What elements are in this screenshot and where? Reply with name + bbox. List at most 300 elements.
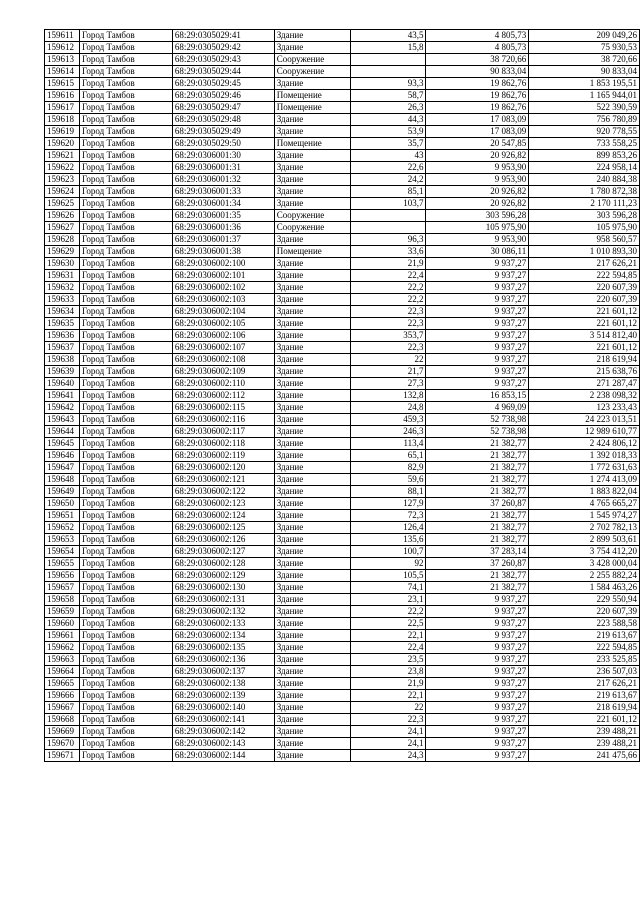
cell-area: 22,2: [350, 606, 426, 618]
cell-locality: Город Тамбов: [79, 186, 172, 198]
cell-record-number: 159640: [45, 378, 80, 390]
cell-area: 23,8: [350, 666, 426, 678]
table-row: [45, 570, 640, 582]
cell-record-number: 159644: [45, 426, 80, 438]
cell-object-type: Здание: [274, 546, 350, 558]
table-row: [45, 354, 640, 366]
cell-unit-value: 9 937,27: [426, 606, 529, 618]
cell-object-type: Здание: [274, 594, 350, 606]
cell-unit-value: 9 937,27: [426, 366, 529, 378]
cell-cadastral-value: 123 233,43: [529, 402, 640, 414]
cell-cadastral-value: 218 619,94: [529, 702, 640, 714]
cell-record-number: 159642: [45, 402, 80, 414]
cell-area: 93,3: [350, 78, 426, 90]
cell-unit-value: 37 260,87: [426, 558, 529, 570]
table-row: [45, 174, 640, 186]
cell-locality: Город Тамбов: [79, 606, 172, 618]
cell-cadastral-number: 68:29:0305029:42: [172, 42, 274, 54]
cell-cadastral-value: 239 488,21: [529, 726, 640, 738]
cell-record-number: 159635: [45, 318, 80, 330]
cell-record-number: 159615: [45, 78, 80, 90]
cell-area: 246,3: [350, 426, 426, 438]
cell-cadastral-number: 68:29:0306001:32: [172, 174, 274, 186]
cell-cadastral-value: 219 613,67: [529, 690, 640, 702]
cell-cadastral-number: 68:29:0306002:137: [172, 666, 274, 678]
cell-cadastral-number: 68:29:0306002:105: [172, 318, 274, 330]
cell-cadastral-number: 68:29:0306002:115: [172, 402, 274, 414]
cell-area: 24,2: [350, 174, 426, 186]
cell-cadastral-number: 68:29:0306002:125: [172, 522, 274, 534]
cell-unit-value: 21 382,77: [426, 438, 529, 450]
cell-unit-value: 38 720,66: [426, 54, 529, 66]
cell-unit-value: 9 953,90: [426, 162, 529, 174]
cell-record-number: 159633: [45, 294, 80, 306]
cell-cadastral-number: 68:29:0306002:106: [172, 330, 274, 342]
cell-area: 65,1: [350, 450, 426, 462]
cell-area: 22,6: [350, 162, 426, 174]
cell-area: 22: [350, 354, 426, 366]
cell-object-type: Здание: [274, 78, 350, 90]
cell-cadastral-number: 68:29:0306001:34: [172, 198, 274, 210]
table-row: [45, 726, 640, 738]
cell-cadastral-value: 75 930,53: [529, 42, 640, 54]
cell-object-type: Здание: [274, 666, 350, 678]
cell-area: 113,4: [350, 438, 426, 450]
cell-cadastral-value: 3 514 812,40: [529, 330, 640, 342]
cell-cadastral-value: 90 833,04: [529, 66, 640, 78]
table-row: [45, 582, 640, 594]
cell-unit-value: 9 937,27: [426, 270, 529, 282]
cell-area: 353,7: [350, 330, 426, 342]
cell-object-type: Здание: [274, 174, 350, 186]
cell-unit-value: 19 862,76: [426, 90, 529, 102]
table-row: [45, 594, 640, 606]
cell-unit-value: 17 083,09: [426, 114, 529, 126]
cell-area: [350, 222, 426, 234]
table-row: [45, 378, 640, 390]
cell-record-number: 159619: [45, 126, 80, 138]
cell-record-number: 159624: [45, 186, 80, 198]
cell-object-type: Здание: [274, 486, 350, 498]
cell-record-number: 159613: [45, 54, 80, 66]
cell-unit-value: 19 862,76: [426, 102, 529, 114]
cell-cadastral-value: 229 550,94: [529, 594, 640, 606]
cell-record-number: 159668: [45, 714, 80, 726]
cell-object-type: Здание: [274, 390, 350, 402]
cell-area: 23,1: [350, 594, 426, 606]
cell-cadastral-number: 68:29:0306002:102: [172, 282, 274, 294]
cell-area: [350, 66, 426, 78]
cell-area: 24,8: [350, 402, 426, 414]
cell-cadastral-value: 522 390,59: [529, 102, 640, 114]
table-row: [45, 90, 640, 102]
table-row: [45, 66, 640, 78]
cell-unit-value: 9 937,27: [426, 618, 529, 630]
cell-cadastral-value: 2 238 098,32: [529, 390, 640, 402]
table-row: [45, 222, 640, 234]
table-row: [45, 390, 640, 402]
cell-cadastral-value: 222 594,85: [529, 270, 640, 282]
cell-unit-value: 9 937,27: [426, 642, 529, 654]
cell-cadastral-number: 68:29:0306002:140: [172, 702, 274, 714]
cell-area: 100,7: [350, 546, 426, 558]
cell-cadastral-value: 220 607,39: [529, 606, 640, 618]
cell-locality: Город Тамбов: [79, 138, 172, 150]
cell-unit-value: 9 937,27: [426, 318, 529, 330]
cell-locality: Город Тамбов: [79, 258, 172, 270]
cell-area: 21,9: [350, 678, 426, 690]
cell-object-type: Здание: [274, 282, 350, 294]
cell-cadastral-value: 224 958,14: [529, 162, 640, 174]
cell-unit-value: 16 853,15: [426, 390, 529, 402]
cell-object-type: Здание: [274, 522, 350, 534]
cell-cadastral-value: 223 588,58: [529, 618, 640, 630]
cell-locality: Город Тамбов: [79, 666, 172, 678]
cell-cadastral-number: 68:29:0306001:33: [172, 186, 274, 198]
table-row: [45, 486, 640, 498]
cell-object-type: Здание: [274, 30, 350, 42]
cell-record-number: 159655: [45, 558, 80, 570]
cell-record-number: 159637: [45, 342, 80, 354]
cell-unit-value: 9 937,27: [426, 690, 529, 702]
cell-cadastral-value: 221 601,12: [529, 714, 640, 726]
table-row: [45, 534, 640, 546]
cell-unit-value: 21 382,77: [426, 522, 529, 534]
table-row: [45, 714, 640, 726]
cell-record-number: 159648: [45, 474, 80, 486]
cell-cadastral-value: 958 560,57: [529, 234, 640, 246]
cell-object-type: Здание: [274, 510, 350, 522]
cell-locality: Город Тамбов: [79, 246, 172, 258]
cell-object-type: Здание: [274, 642, 350, 654]
cell-cadastral-number: 68:29:0306002:127: [172, 546, 274, 558]
cell-cadastral-number: 68:29:0306002:112: [172, 390, 274, 402]
cell-record-number: 159616: [45, 90, 80, 102]
cell-cadastral-value: 1 392 018,33: [529, 450, 640, 462]
cell-unit-value: 9 937,27: [426, 330, 529, 342]
cell-locality: Город Тамбов: [79, 162, 172, 174]
cell-record-number: 159662: [45, 642, 80, 654]
cell-record-number: 159650: [45, 498, 80, 510]
table-row: [45, 666, 640, 678]
cell-locality: Город Тамбов: [79, 654, 172, 666]
cell-record-number: 159627: [45, 222, 80, 234]
cell-cadastral-number: 68:29:0306002:116: [172, 414, 274, 426]
cell-cadastral-number: 68:29:0306002:133: [172, 618, 274, 630]
cell-unit-value: 20 926,82: [426, 186, 529, 198]
cell-cadastral-number: 68:29:0306001:30: [172, 150, 274, 162]
cell-cadastral-number: 68:29:0305029:45: [172, 78, 274, 90]
table-row: [45, 450, 640, 462]
cell-object-type: Здание: [274, 474, 350, 486]
cell-unit-value: 90 833,04: [426, 66, 529, 78]
cell-locality: Город Тамбов: [79, 306, 172, 318]
cell-area: 22,3: [350, 306, 426, 318]
cell-unit-value: 9 937,27: [426, 354, 529, 366]
cell-object-type: Здание: [274, 198, 350, 210]
cell-unit-value: 9 937,27: [426, 678, 529, 690]
table-row: [45, 42, 640, 54]
cell-record-number: 159654: [45, 546, 80, 558]
cell-object-type: Помещение: [274, 138, 350, 150]
cell-unit-value: 21 382,77: [426, 534, 529, 546]
cell-cadastral-number: 68:29:0305029:50: [172, 138, 274, 150]
cell-unit-value: 30 086,11: [426, 246, 529, 258]
cell-cadastral-number: 68:29:0305029:47: [172, 102, 274, 114]
cell-cadastral-value: 1 883 822,04: [529, 486, 640, 498]
cell-record-number: 159665: [45, 678, 80, 690]
cell-unit-value: 9 937,27: [426, 726, 529, 738]
cell-object-type: Здание: [274, 42, 350, 54]
cell-cadastral-value: 1 584 463,26: [529, 582, 640, 594]
cell-record-number: 159649: [45, 486, 80, 498]
cell-object-type: Здание: [274, 618, 350, 630]
cell-unit-value: 9 937,27: [426, 714, 529, 726]
cell-object-type: Здание: [274, 306, 350, 318]
cell-record-number: 159667: [45, 702, 80, 714]
cell-unit-value: 20 926,82: [426, 198, 529, 210]
cell-cadastral-value: 1 853 195,51: [529, 78, 640, 90]
cell-locality: Город Тамбов: [79, 354, 172, 366]
cell-cadastral-number: 68:29:0306002:100: [172, 258, 274, 270]
cell-area: 35,7: [350, 138, 426, 150]
cell-cadastral-number: 68:29:0306002:141: [172, 714, 274, 726]
cell-area: [350, 54, 426, 66]
cell-locality: Город Тамбов: [79, 546, 172, 558]
cell-cadastral-number: 68:29:0306002:119: [172, 450, 274, 462]
cell-record-number: 159641: [45, 390, 80, 402]
cell-unit-value: 20 547,85: [426, 138, 529, 150]
cell-record-number: 159623: [45, 174, 80, 186]
cell-object-type: Здание: [274, 402, 350, 414]
cell-unit-value: 9 953,90: [426, 234, 529, 246]
cell-area: 22: [350, 702, 426, 714]
cell-area: [350, 210, 426, 222]
table-row: [45, 690, 640, 702]
cell-locality: Город Тамбов: [79, 570, 172, 582]
cell-locality: Город Тамбов: [79, 750, 172, 762]
cell-unit-value: 21 382,77: [426, 570, 529, 582]
cell-area: 126,4: [350, 522, 426, 534]
cell-cadastral-number: 68:29:0306002:142: [172, 726, 274, 738]
table-row: [45, 618, 640, 630]
cell-locality: Город Тамбов: [79, 90, 172, 102]
cell-cadastral-value: 215 638,76: [529, 366, 640, 378]
cell-object-type: Здание: [274, 438, 350, 450]
table-row: [45, 138, 640, 150]
cell-record-number: 159620: [45, 138, 80, 150]
cell-record-number: 159661: [45, 630, 80, 642]
cell-record-number: 159670: [45, 738, 80, 750]
cell-object-type: Здание: [274, 414, 350, 426]
cell-object-type: Здание: [274, 378, 350, 390]
cell-cadastral-number: 68:29:0305029:48: [172, 114, 274, 126]
cell-record-number: 159660: [45, 618, 80, 630]
cell-cadastral-value: 2 702 782,13: [529, 522, 640, 534]
cell-locality: Город Тамбов: [79, 690, 172, 702]
table-row: [45, 642, 640, 654]
cell-locality: Город Тамбов: [79, 30, 172, 42]
cell-record-number: 159669: [45, 726, 80, 738]
cell-record-number: 159632: [45, 282, 80, 294]
cell-record-number: 159666: [45, 690, 80, 702]
cell-unit-value: 37 283,14: [426, 546, 529, 558]
table-body: [45, 30, 640, 762]
cell-cadastral-number: 68:29:0306002:120: [172, 462, 274, 474]
cell-object-type: Здание: [274, 330, 350, 342]
cell-locality: Город Тамбов: [79, 198, 172, 210]
cell-unit-value: 9 937,27: [426, 738, 529, 750]
cell-cadastral-number: 68:29:0306002:134: [172, 630, 274, 642]
table-row: [45, 510, 640, 522]
cell-area: 74,1: [350, 582, 426, 594]
cell-area: 459,3: [350, 414, 426, 426]
cell-object-type: Здание: [274, 366, 350, 378]
cell-cadastral-value: 236 507,03: [529, 666, 640, 678]
cell-cadastral-value: 920 778,55: [529, 126, 640, 138]
cell-locality: Город Тамбов: [79, 450, 172, 462]
cell-cadastral-number: 68:29:0306002:143: [172, 738, 274, 750]
cell-object-type: Здание: [274, 162, 350, 174]
cell-object-type: Здание: [274, 570, 350, 582]
cell-cadastral-value: 105 975,90: [529, 222, 640, 234]
cell-object-type: Здание: [274, 714, 350, 726]
cell-cadastral-value: 756 780,89: [529, 114, 640, 126]
cell-locality: Город Тамбов: [79, 342, 172, 354]
cell-locality: Город Тамбов: [79, 438, 172, 450]
cell-area: 22,3: [350, 342, 426, 354]
cell-cadastral-number: 68:29:0306002:130: [172, 582, 274, 594]
table-row: [45, 114, 640, 126]
cell-cadastral-value: 239 488,21: [529, 738, 640, 750]
cell-object-type: Здание: [274, 462, 350, 474]
cell-locality: Город Тамбов: [79, 222, 172, 234]
cell-area: 135,6: [350, 534, 426, 546]
cell-cadastral-number: 68:29:0306002:117: [172, 426, 274, 438]
cell-unit-value: 9 937,27: [426, 378, 529, 390]
table-row: [45, 162, 640, 174]
cell-object-type: Сооружение: [274, 222, 350, 234]
table-row: [45, 342, 640, 354]
cell-cadastral-number: 68:29:0305029:41: [172, 30, 274, 42]
cell-unit-value: 21 382,77: [426, 462, 529, 474]
cell-unit-value: 9 937,27: [426, 666, 529, 678]
cell-area: 43,5: [350, 30, 426, 42]
cell-unit-value: 303 596,28: [426, 210, 529, 222]
cell-object-type: Здание: [274, 606, 350, 618]
cell-cadastral-number: 68:29:0306001:31: [172, 162, 274, 174]
cell-object-type: Здание: [274, 450, 350, 462]
cell-cadastral-number: 68:29:0306002:144: [172, 750, 274, 762]
cell-cadastral-number: 68:29:0306002:128: [172, 558, 274, 570]
cell-unit-value: 9 937,27: [426, 258, 529, 270]
cell-cadastral-number: 68:29:0306001:36: [172, 222, 274, 234]
table-row: [45, 654, 640, 666]
cell-object-type: Здание: [274, 702, 350, 714]
cell-object-type: Сооружение: [274, 54, 350, 66]
cell-area: 22,3: [350, 714, 426, 726]
cell-locality: Город Тамбов: [79, 102, 172, 114]
cell-record-number: 159645: [45, 438, 80, 450]
cell-cadastral-value: 220 607,39: [529, 282, 640, 294]
table-row: [45, 606, 640, 618]
cell-cadastral-value: 3 754 412,20: [529, 546, 640, 558]
cell-locality: Город Тамбов: [79, 330, 172, 342]
cell-object-type: Помещение: [274, 246, 350, 258]
cell-object-type: Здание: [274, 750, 350, 762]
cell-unit-value: 9 937,27: [426, 750, 529, 762]
cell-area: 15,8: [350, 42, 426, 54]
cell-locality: Город Тамбов: [79, 486, 172, 498]
table-row: [45, 282, 640, 294]
cell-area: 127,9: [350, 498, 426, 510]
table-row: [45, 426, 640, 438]
table-row: [45, 30, 640, 42]
cell-cadastral-value: 241 475,66: [529, 750, 640, 762]
cell-area: 22,3: [350, 318, 426, 330]
cell-area: 23,5: [350, 654, 426, 666]
cell-area: 22,2: [350, 294, 426, 306]
table-row: [45, 270, 640, 282]
cell-cadastral-number: 68:29:0305029:49: [172, 126, 274, 138]
cell-unit-value: 9 953,90: [426, 174, 529, 186]
cell-cadastral-number: 68:29:0306001:35: [172, 210, 274, 222]
cell-area: 85,1: [350, 186, 426, 198]
cell-locality: Город Тамбов: [79, 366, 172, 378]
cell-area: 22,1: [350, 630, 426, 642]
cell-locality: Город Тамбов: [79, 642, 172, 654]
cell-object-type: Здание: [274, 654, 350, 666]
cell-cadastral-value: 899 853,26: [529, 150, 640, 162]
cell-locality: Город Тамбов: [79, 402, 172, 414]
cell-object-type: Здание: [274, 582, 350, 594]
cell-cadastral-number: 68:29:0306002:118: [172, 438, 274, 450]
cell-cadastral-value: 1 165 944,01: [529, 90, 640, 102]
cell-locality: Город Тамбов: [79, 594, 172, 606]
cell-area: 22,5: [350, 618, 426, 630]
cell-unit-value: 9 937,27: [426, 702, 529, 714]
cell-locality: Город Тамбов: [79, 150, 172, 162]
cell-locality: Город Тамбов: [79, 378, 172, 390]
cell-cadastral-value: 1 010 893,30: [529, 246, 640, 258]
cell-locality: Город Тамбов: [79, 702, 172, 714]
cell-cadastral-number: 68:29:0306002:101: [172, 270, 274, 282]
cell-cadastral-value: 4 765 665,27: [529, 498, 640, 510]
cell-cadastral-number: 68:29:0306002:109: [172, 366, 274, 378]
cell-unit-value: 4 969,09: [426, 402, 529, 414]
cell-object-type: Здание: [274, 234, 350, 246]
cell-object-type: Помещение: [274, 102, 350, 114]
cell-unit-value: 21 382,77: [426, 474, 529, 486]
table-row: [45, 102, 640, 114]
table-row: [45, 258, 640, 270]
cell-record-number: 159657: [45, 582, 80, 594]
cell-locality: Город Тамбов: [79, 42, 172, 54]
cell-object-type: Здание: [274, 342, 350, 354]
cell-cadastral-value: 303 596,28: [529, 210, 640, 222]
cell-object-type: Здание: [274, 534, 350, 546]
cell-unit-value: 4 805,73: [426, 30, 529, 42]
cell-cadastral-value: 221 601,12: [529, 306, 640, 318]
cell-unit-value: 4 805,73: [426, 42, 529, 54]
cell-object-type: Здание: [274, 258, 350, 270]
table-row: [45, 234, 640, 246]
cell-locality: Город Тамбов: [79, 78, 172, 90]
cell-cadastral-number: 68:29:0306002:123: [172, 498, 274, 510]
table-row: [45, 210, 640, 222]
cell-record-number: 159628: [45, 234, 80, 246]
cell-unit-value: 20 926,82: [426, 150, 529, 162]
